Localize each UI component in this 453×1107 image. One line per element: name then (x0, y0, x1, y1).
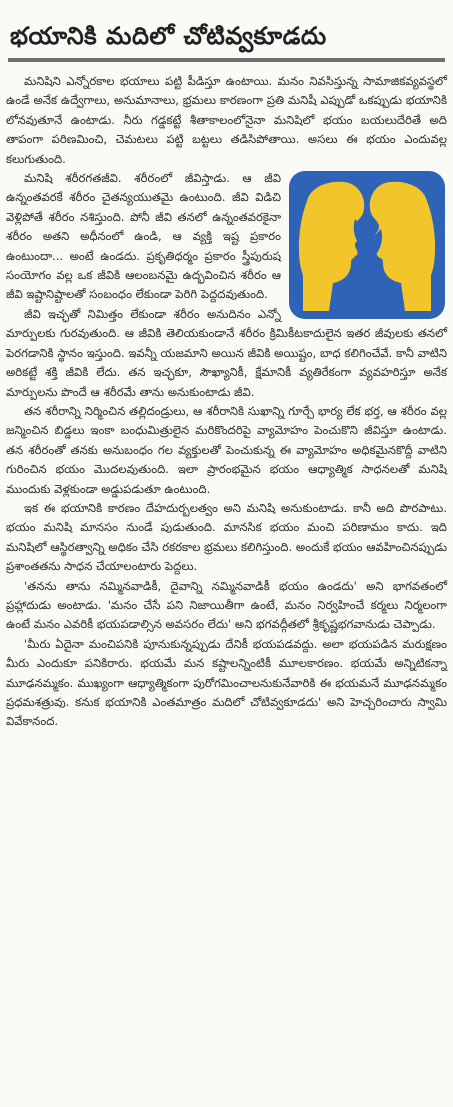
paragraph-6: 'తనను తాను నమ్మినవాడికీ, దైవాన్ని నమ్మినవాడికీ భయం ఉండదు' అని భాగవతంలో ప్రహ్లాదుడు అంటాడు. 'మనం చేసే పని నిజాయితీగా ఉంటే, మనం నిర్వహించే కర్మలు నిర్మలంగా ఉంటే మనం ఎవరికీ భయపడాల్సిన అవసరం లేదు' అని భగవద్గీతలో శ్రీకృష్ణభగవానుడు చెప్పాడు. (6, 578, 447, 632)
article-headline: భయానికి మదిలో చోటివ్వకూడదు (10, 22, 327, 50)
paragraph-4: తన శరీరాన్ని నిర్మించిన తల్లిదండ్రులు, ఆ శరీరానికి సుఖాన్ని గూర్చే భార్య లేక భర్త, ఆ శరీరం వల్ల జన్మించిన బిడ్డలు ఇంకా బంధుమిత్రులైన మరికొందరిపై వ్యామోహం పెంచుకొని జీవిస్తూ ఉంటాడు. తన శరీరంతో తనకు అనుబంధం గల వ్యక్తులతో పెంచుకున్న ఈ వ్యామోహం అధికమైనకొద్దీ వాటిని గురించిన భయం మొదలవుతుంది. ఇలా ప్రారంభమైన భయం ఆధ్యాత్మిక సాధనలతో మనిషి ముందుకు వెళ్లకుండా అడ్డుపడుతూ ఉంటుంది. (6, 403, 447, 496)
paragraph-5: ఇక ఈ భయానికి కారణం దేహదుర్బలత్వం అని మనిషి అనుకుంటాడు. కానీ అది పొరపాటు. భయం మనిషి మానసం నుండే పుడుతుంది. మానసిక భయం మంచి పరిణామం కాదు. ఇది మనిషిలో ఆస్థిరత్వాన్ని అధికం చేసి రకరకాల భ్రమలు కలిగిస్తుంది. అందుకే భయం ఆవహించినప్పుడు ప్రశాంతతను సాధన చేయాలంటారు పెద్దలు. (6, 500, 447, 574)
paragraph-2: మనిషి శరీరగతజీవి. శరీరంలో జీవిస్తాడు. ఆ జీవి ఉన్నంతవరకే శరీరం చైతన్యయుతమై ఉంటుంది. జీవి విడిచి వెళ్లిపోతే శరీరం నశిస్తుంది. పోనీ జీవి తనలో ఉన్నంతవరకైనా శరీరం అతని అధీనంలో ఉండి, ఆ వ్యక్తి ఇష్ట ప్రకారం ఉంటుందా... అంటే ఉండదు. ప్రకృతిధర్మం ప్రకారం స్త్రీపురుష సంయోగం వల్ల ఒక జీవికి ఆలంబనమై ఉద్భవించిన శరీరం ఆ జీవి ఇష్టానిష్టాలతో సంబంధం లేకుండా పెరిగి పెద్దదవుతుంది. (6, 171, 281, 302)
paragraph-3: జీవి ఇచ్ఛతో నిమిత్తం లేకుండా శరీరం అనుదినం ఎన్నో మార్పులకు గురవుతుంది. ఆ జీవికి తెలియకుండానే శరీరం క్రిమికీటకాదులైన ఇతర జీవులకు తనలో పెరగడానికి స్థానం ఇస్తుంది. ఇవన్నీ యజమాని అయిన జీవికి అయిష్టం, బాధ కలిగించేవే. కానీ వాటిని అరికట్టే శక్తి జీవికి లేదు. తన ఇచ్ఛకూ, సౌఖ్యానికీ, క్షేమానికీ వ్యతిరేకంగా వ్యవహరిస్తూ అనేక మార్పులను పొందే ఆ శరీరమే తాను అనుకుంటాడు జీవి. (6, 306, 447, 399)
paragraph-7: 'మీరు ఏదైనా మంచిపనికి పూనుకున్నప్పుడు దేనికీ భయపడవద్దు. అలా భయపడిన మరుక్షణం మీరు ఎందుకూ పనికిరారు. భయమే మన కష్టాలన్నింటికీ మూలకారణం. భయమే అన్నిటికన్నా మూఢనమ్మకం. ముఖ్యంగా ఆధ్యాత్మికంగా పురోగమించాలనుకునేవారికి ఈ భయమనే మూఢనమ్మకం ప్రధమశత్రువు. కనుక భయానికి ఎంతమాత్రం మదిలో చోటివ్వకూడదు' అని హెచ్చరించారు స్వామి వివేకానంద. (6, 636, 447, 729)
headline-divider (8, 58, 445, 62)
two-faces-with-sapling-icon (289, 171, 445, 319)
paragraph-1: మనిషిని ఎన్నోరకాల భయాలు పట్టి పీడిస్తూ ఉంటాయి. మనం నివసిస్తున్న సామాజికవ్యవస్థలో ఉండే అనేక ఉద్వేగాలు, అనుమానాలు, భ్రమలు కారణంగా ప్రతి మనిషీ ఎప్పుడో ఒకప్పుడు భయానికి లోనవుతూనే ఉంటాడు. నీరు గడ్డకట్టే శీతాకాలంలోనైనా మనిషిలో భయం బయలుదేరితే అది తాపంగా పరిణమించి, చెమటలు పట్టి బట్టలు తడిసిపోతాయి. అసలు ఈ భయం ఎందువల్ల కలుగుతుంది. (6, 74, 447, 166)
article-body (6, 72, 447, 732)
illustration-two-faces (289, 171, 445, 319)
